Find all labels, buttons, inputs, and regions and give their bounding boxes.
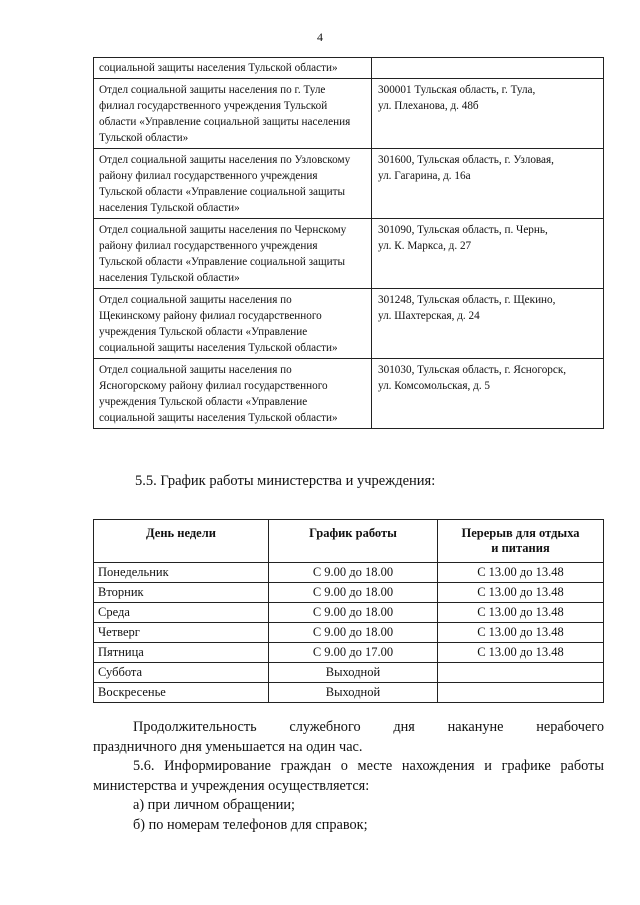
header-work: График работы	[269, 520, 438, 563]
org-line: социальной защиты населения Тульской области»	[99, 412, 338, 424]
list-item-a: а) при личном обращении;	[133, 797, 296, 813]
org-line: району филиал государственного учреждения	[99, 240, 318, 252]
section-title: 5.5. График работы министерства и учреждения:	[135, 473, 436, 489]
schedule-row	[94, 583, 604, 603]
paragraph-line: праздничного дня уменьшается на один час.	[93, 738, 363, 755]
day-cell: Вторник	[94, 583, 269, 603]
address-line: ул. Шахтерская, д. 24	[378, 310, 480, 322]
schedule-row	[94, 603, 604, 623]
table-row	[94, 79, 604, 149]
address-line: 300001 Тульская область, г. Тула,	[378, 84, 536, 96]
org-line: населения Тульской области»	[99, 272, 240, 284]
org-line: учреждения Тульской области «Управление	[99, 326, 308, 338]
org-line: Щекинскому району филиал государственного	[99, 310, 322, 322]
org-line: населения Тульской области»	[99, 202, 240, 214]
org-line: Отдел социальной защиты населения по г. Туле	[99, 84, 326, 96]
org-line: Отдел социальной защиты населения по	[99, 294, 292, 306]
org-cell	[94, 149, 372, 219]
list-item-b: б) по номерам телефонов для справок;	[133, 816, 368, 833]
work-hours-cell: С 9.00 до 18.00	[269, 623, 438, 643]
header-break-line2: и питания	[491, 541, 550, 555]
schedule-row	[94, 623, 604, 643]
address-line: 301030, Тульская область, г. Ясногорск,	[378, 364, 567, 376]
address-line: ул. К. Маркса, д. 27	[378, 240, 472, 252]
work-hours-cell: С 9.00 до 18.00	[269, 603, 438, 623]
address-cell	[372, 289, 604, 359]
org-line: району филиал государственного учреждения	[99, 170, 318, 182]
org-line: Тульской области»	[99, 132, 189, 144]
org-line: Тульской области «Управление социальной защиты	[99, 186, 346, 198]
address-cell	[372, 359, 604, 429]
address-table	[93, 57, 604, 429]
address-cell	[372, 58, 604, 79]
header-break-line1: Перерыв для отдыха	[461, 526, 580, 540]
day-cell: Среда	[94, 603, 269, 623]
day-cell: Понедельник	[94, 563, 269, 583]
address-line: 301090, Тульская область, п. Чернь,	[378, 224, 548, 236]
table-row	[94, 149, 604, 219]
day-cell: Четверг	[94, 623, 269, 643]
address-line: 301600, Тульская область, г. Узловая,	[378, 154, 554, 166]
header-break	[438, 520, 604, 563]
work-hours-cell: С 9.00 до 17.00	[269, 643, 438, 663]
paragraph-line: министерства и учреждения осуществляется:	[93, 777, 370, 794]
day-cell: Воскресенье	[94, 683, 269, 703]
address-cell	[372, 219, 604, 289]
table-row	[94, 359, 604, 429]
break-cell: С 13.00 до 13.48	[438, 643, 604, 663]
org-line: Отдел социальной защиты населения по Чернскому	[99, 224, 347, 236]
schedule-table	[93, 519, 604, 703]
org-line: филиал государственного учреждения Тульской	[99, 100, 328, 112]
org-line: учреждения Тульской области «Управление	[99, 396, 308, 408]
break-cell: С 13.00 до 13.48	[438, 623, 604, 643]
table-row	[94, 58, 604, 79]
org-cell	[94, 359, 372, 429]
work-hours-cell: С 9.00 до 18.00	[269, 583, 438, 603]
org-cell	[94, 219, 372, 289]
table-row	[94, 289, 604, 359]
address-cell	[372, 149, 604, 219]
address-line: ул. Комсомольская, д. 5	[378, 380, 491, 392]
break-cell: С 13.00 до 13.48	[438, 603, 604, 623]
day-cell: Суббота	[94, 663, 269, 683]
org-cell	[94, 79, 372, 149]
org-cell	[94, 289, 372, 359]
org-line: Ясногорскому району филиал государственного	[99, 380, 328, 392]
page-number: 4	[317, 30, 323, 44]
paragraph-line: 5.6. Информирование граждан о месте нахождения и графике работы	[133, 758, 604, 774]
break-cell	[438, 683, 604, 703]
body-text	[93, 718, 604, 835]
org-cell: социальной защиты населения Тульской области»	[94, 58, 372, 79]
schedule-row	[94, 683, 604, 703]
paragraph-line: Продолжительность служебного дня накануне нерабочего	[133, 719, 604, 735]
org-line: области «Управление социальной защиты населения	[99, 116, 351, 128]
org-line: социальной защиты населения Тульской области»	[99, 342, 338, 354]
break-cell	[438, 663, 604, 683]
work-hours-cell: С 9.00 до 18.00	[269, 563, 438, 583]
day-cell: Пятница	[94, 643, 269, 663]
address-cell	[372, 79, 604, 149]
address-line: ул. Гагарина, д. 16а	[378, 170, 471, 182]
work-hours-cell: Выходной	[269, 663, 438, 683]
org-line: Отдел социальной защиты населения по Узловскому	[99, 154, 351, 166]
schedule-header-row	[94, 520, 604, 563]
break-cell: С 13.00 до 13.48	[438, 583, 604, 603]
schedule-row	[94, 663, 604, 683]
header-day: День недели	[94, 520, 269, 563]
org-line: Отдел социальной защиты населения по	[99, 364, 292, 376]
work-hours-cell: Выходной	[269, 683, 438, 703]
org-line: Тульской области «Управление социальной защиты	[99, 256, 346, 268]
address-line: ул. Плеханова, д. 48б	[378, 100, 479, 112]
address-line: 301248, Тульская область, г. Щекино,	[378, 294, 556, 306]
schedule-row	[94, 643, 604, 663]
break-cell: С 13.00 до 13.48	[438, 563, 604, 583]
schedule-row	[94, 563, 604, 583]
table-row	[94, 219, 604, 289]
